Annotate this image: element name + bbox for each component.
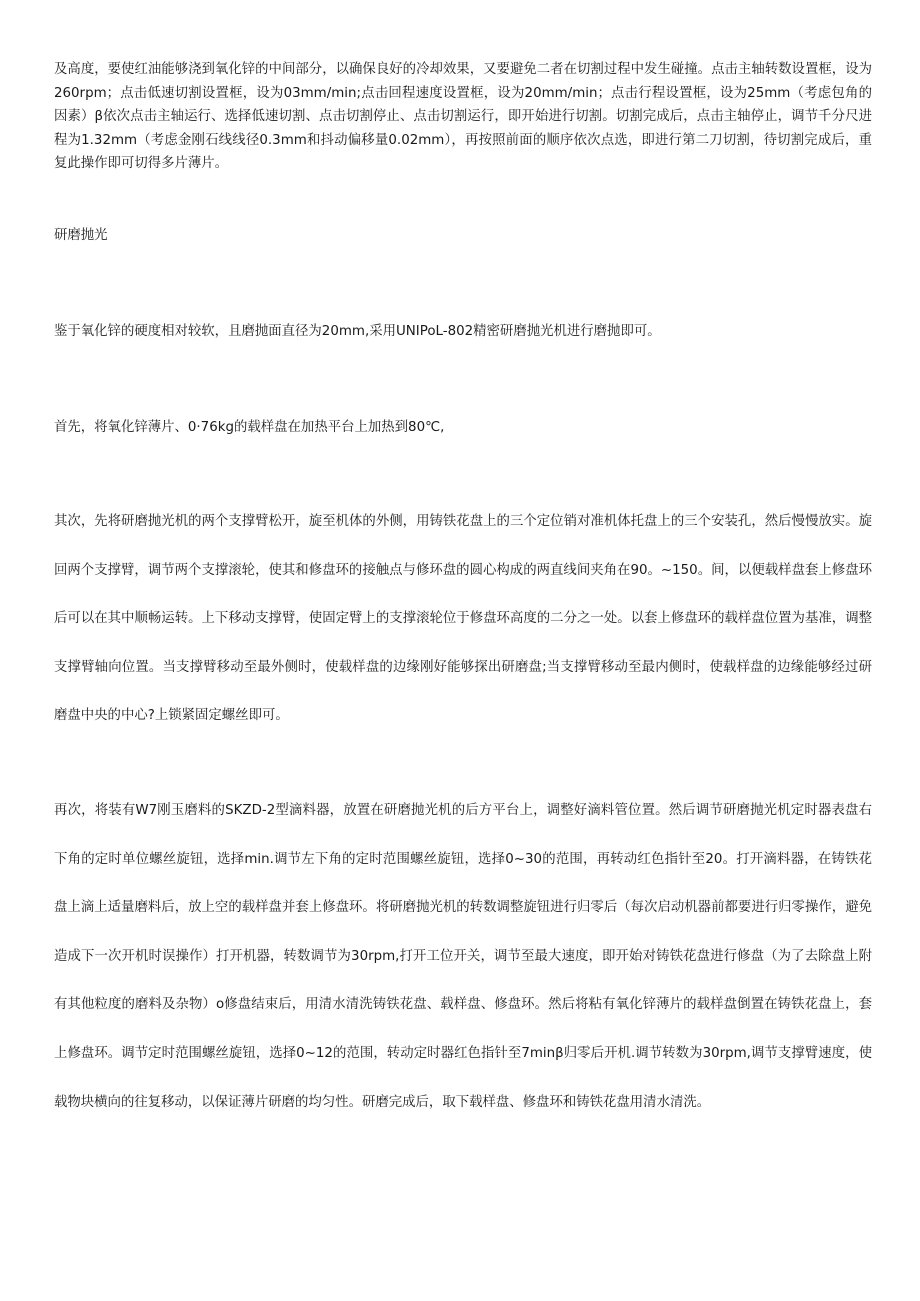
section-heading: 研磨抛光: [54, 228, 108, 243]
paragraph-material-hardness: 鉴于氧化锌的硬度相对较软，且磨抛面直径为20mm,采用UNIPoL-802精密研磨抛光机进行磨抛即可。: [54, 324, 661, 339]
paragraph-heating-step: 首先，将氧化锌薄片、0·76kg的载样盘在加热平台上加热到80℃,: [54, 420, 445, 435]
intro-paragraph: 及高度，要使红油能够浇到氧化锌的中间部分，以确保良好的冷却效果，又要避免二者在切割过程中发生碰撞。点击主轴转数设置框，设为260rpm；点击低速切割设置框，设为03mm/min;点击回程速度设置框，设为20mm/min；点击行程设置框，设为25mm（考虑包角的因素）β依次点击主轴运行、选择低速切割、点击切割停止、点击切割运行，即开始进行切割。切割完成后，点击主轴停止，调节千分尺进程为1.32mm（考虑金刚石线线径0.3mm和抖动偏移量0.02mm），再按照前面的顺序依次点选，即进行第二刀切割，待切割完成后，重复此操作即可切得多片薄片。: [54, 62, 872, 172]
paragraph-grinding-procedure: 再次，将装有W7刚玉磨料的SKZD-2型滴料器，放置在研磨抛光机的后方平台上，调整好滴料管位置。然后调节研磨抛光机定时器表盘右下角的定时单位螺丝旋钮，选择min.调节左下角的定时范围螺丝旋钮，选择0~30的范围，再转动红色指针至20。打开滴料器，在铸铁花盘上滴上适量磨料后，放上空的载样盘并套上修盘环。将研磨抛光机的转数调整旋钮进行归零后（每次启动机器前都要进行归零操作，避免造成下一次开机时误操作）打开机器，转数调节为30rpm,打开工位开关，调节至最大速度，即开始对铸铁花盘进行修盘（为了去除盘上附有其他粒度的磨料及杂物）o修盘结束后，用清水清洗铸铁花盘、载样盘、修盘环。然后将粘有氧化锌薄片的载样盘倒置在铸铁花盘上，套上修盘环。调节定时范围螺丝旋钮，选择0~12的范围，转动定时器红色指针至7minβ归零后开机.调节转数为30rpm,调节支撑臂速度，使载物块横向的往复移动，以保证薄片研磨的均匀性。研磨完成后，取下载样盘、修盘环和铸铁花盘用清水清洗。: [54, 803, 872, 1110]
paragraph-support-arm-setup: 其次，先将研磨抛光机的两个支撑臂松开，旋至机体的外侧，用铸铁花盘上的三个定位销对准机体托盘上的三个安装孔，然后慢慢放实。旋回两个支撑臂，调节两个支撑滚轮，使其和修盘环的接触点与修环盘的圆心构成的两直线间夹角在90。~150。间，以便载样盘套上修盘环后可以在其中顺畅运转。上下移动支撑臂，使固定臂上的支撑滚轮位于修盘环高度的二分之一处。以套上修盘环的载样盘位置为基准，调整支撑臂轴向位置。当支撑臂移动至最外侧时，使载样盘的边缘刚好能够探出研磨盘;当支撑臂移动至最内侧时，使载样盘的边缘能够经过研磨盘中央的中心?上锁紧固定螺丝即可。: [54, 514, 872, 724]
